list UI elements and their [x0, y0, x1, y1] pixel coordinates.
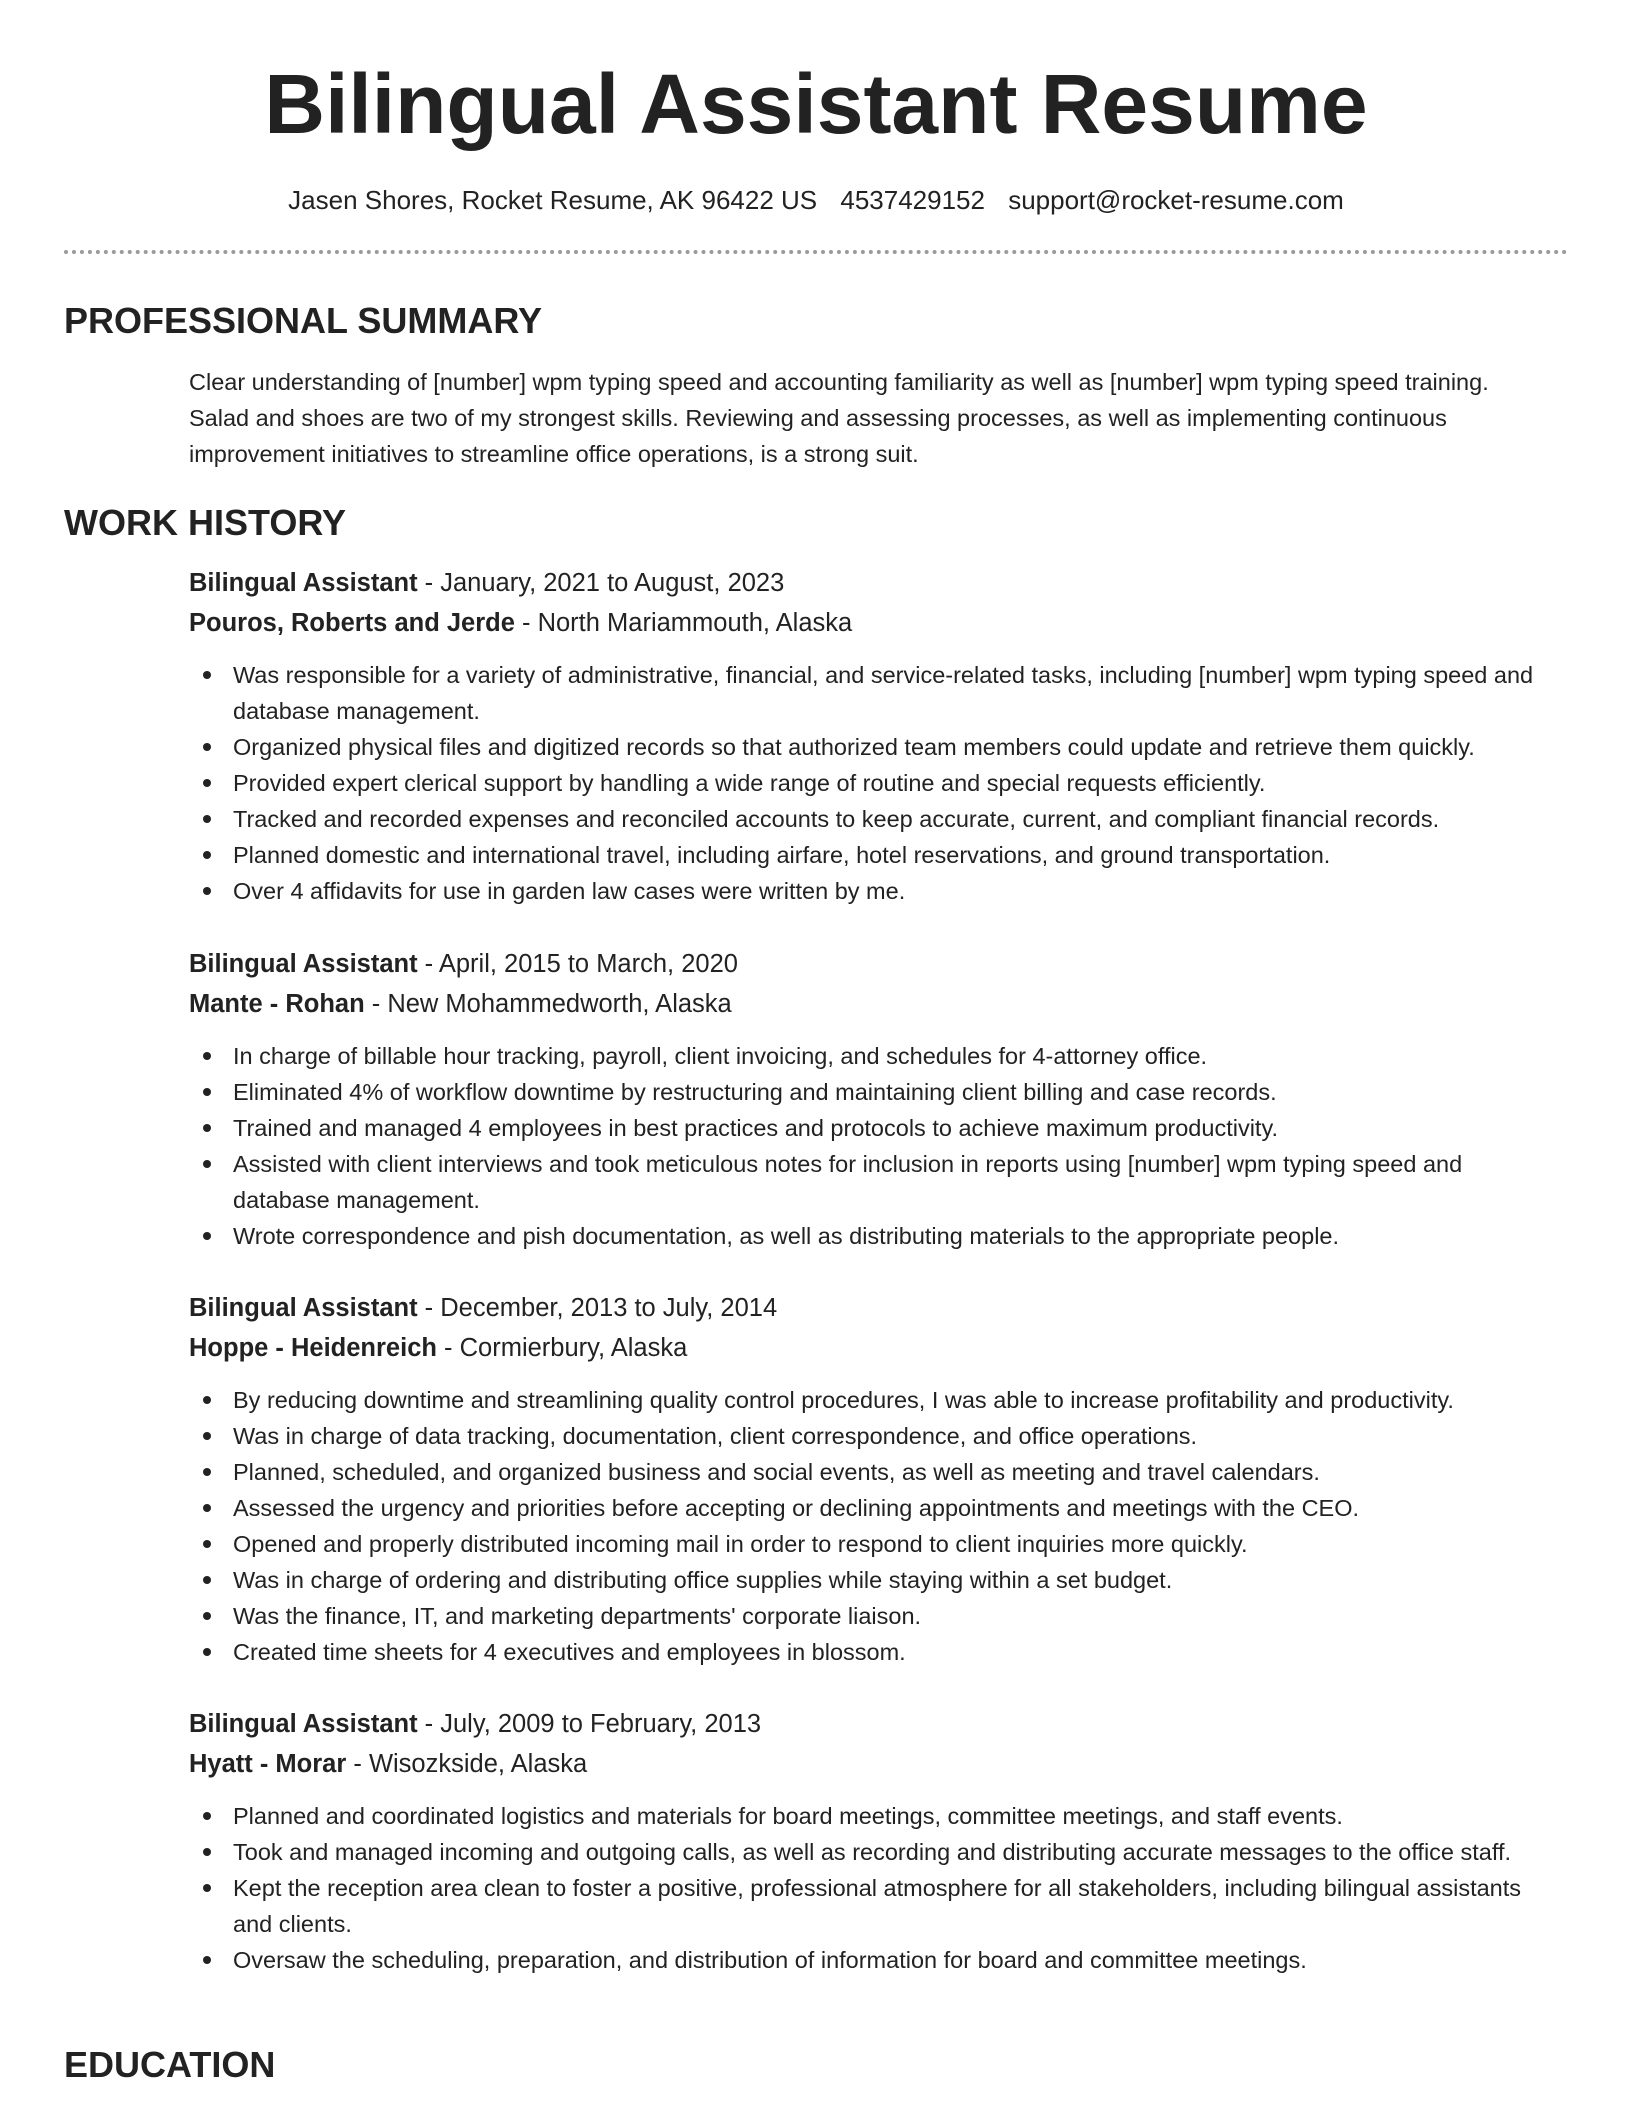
job-bullets — [189, 657, 1563, 909]
job-bullets — [189, 1382, 1563, 1670]
job-dates: - December, 2013 to July, 2014 — [417, 1294, 778, 1322]
list-item: Took and managed incoming and outgoing calls, as well as recording and distributing accurate messages to the office staff. — [233, 1834, 1563, 1870]
list-item: Over 4 affidavits for use in garden law cases were written by me. — [233, 873, 1563, 909]
job-entry — [189, 1288, 1589, 1670]
list-item: Kept the reception area clean to foster a positive, professional atmosphere for all stakeholders, including bilingual assistants and clients. — [233, 1870, 1563, 1942]
contact-address: Jasen Shores, Rocket Resume, AK 96422 US — [288, 185, 818, 215]
contact-phone: 4537429152 — [840, 185, 985, 215]
job-location: - North Mariammouth, Alaska — [514, 609, 853, 637]
list-item: Was in charge of ordering and distributing office supplies while staying within a set budget. — [233, 1562, 1563, 1598]
list-item: Assessed the urgency and priorities before accepting or declining appointments and meetings with the CEO. — [233, 1490, 1563, 1526]
job-dates: - July, 2009 to February, 2013 — [417, 1710, 762, 1738]
job-location: - Cormierbury, Alaska — [436, 1334, 688, 1362]
list-item: Provided expert clerical support by handling a wide range of routine and special requests efficiently. — [233, 765, 1563, 801]
list-item: Opened and properly distributed incoming mail in order to respond to client inquiries more quickly. — [233, 1526, 1563, 1562]
list-item: Oversaw the scheduling, preparation, and distribution of information for board and committee meetings. — [233, 1942, 1563, 1978]
job-company: Pouros, Roberts and Jerde — [189, 609, 515, 637]
section-title-work-history: WORK HISTORY — [64, 502, 347, 543]
job-entry — [189, 944, 1589, 1254]
job-dates: - January, 2021 to August, 2023 — [417, 569, 785, 597]
job-entry — [189, 1704, 1589, 1978]
job-title: Bilingual Assistant — [189, 1294, 418, 1322]
list-item: Planned domestic and international travel, including airfare, hotel reservations, and ground transportation. — [233, 837, 1563, 873]
job-bullets — [189, 1798, 1563, 1978]
list-item: Organized physical files and digitized records so that authorized team members could update and retrieve them quickly. — [233, 729, 1563, 765]
resume-title: Bilingual Assistant Resume — [264, 57, 1368, 151]
job-title-line — [189, 1704, 1589, 1744]
list-item: Planned and coordinated logistics and materials for board meetings, committee meetings, and staff events. — [233, 1798, 1563, 1834]
list-item: Wrote correspondence and pish documentation, as well as distributing materials to the appropriate people. — [233, 1218, 1563, 1254]
header-divider — [64, 250, 1568, 254]
job-title-line — [189, 944, 1589, 984]
list-item: Created time sheets for 4 executives and employees in blossom. — [233, 1634, 1563, 1670]
job-entry — [189, 563, 1589, 909]
job-title: Bilingual Assistant — [189, 950, 418, 978]
job-location: - Wisozkside, Alaska — [346, 1750, 588, 1778]
job-company-line — [189, 1744, 1589, 1784]
job-location: - New Mohammedworth, Alaska — [364, 990, 732, 1018]
section-title-summary: PROFESSIONAL SUMMARY — [64, 300, 543, 341]
job-title-line — [189, 1288, 1589, 1328]
job-company-line — [189, 1328, 1589, 1368]
job-company: Hyatt - Morar — [189, 1750, 347, 1778]
contact-email: support@rocket-resume.com — [1008, 185, 1344, 215]
job-company-line — [189, 984, 1589, 1024]
job-title-line — [189, 563, 1589, 603]
contact-line — [0, 180, 1632, 220]
list-item: Tracked and recorded expenses and reconciled accounts to keep accurate, current, and compliant financial records. — [233, 801, 1563, 837]
list-item: Planned, scheduled, and organized business and social events, as well as meeting and travel calendars. — [233, 1454, 1563, 1490]
list-item: In charge of billable hour tracking, payroll, client invoicing, and schedules for 4-attorney office. — [233, 1038, 1563, 1074]
list-item: Was in charge of data tracking, documentation, client correspondence, and office operations. — [233, 1418, 1563, 1454]
job-dates: - April, 2015 to March, 2020 — [417, 950, 738, 978]
job-company-line — [189, 603, 1589, 643]
list-item: Assisted with client interviews and took meticulous notes for inclusion in reports using [number] wpm typing speed and database management. — [233, 1146, 1563, 1218]
list-item: Was responsible for a variety of administrative, financial, and service-related tasks, including [number] wpm typing speed and database management. — [233, 657, 1563, 729]
job-title: Bilingual Assistant — [189, 1710, 418, 1738]
list-item: By reducing downtime and streamlining quality control procedures, I was able to increase profitability and productivity. — [233, 1382, 1563, 1418]
summary-text: Clear understanding of [number] wpm typing speed and accounting familiarity as well as [number] wpm typing speed training. Salad and shoes are two of my strongest skills. Reviewing and assessing processes, as well as implementing continuous improvement initiatives to streamline office operations, is a strong suit. — [189, 369, 1489, 467]
list-item: Was the finance, IT, and marketing departments' corporate liaison. — [233, 1598, 1563, 1634]
list-item: Trained and managed 4 employees in best practices and protocols to achieve maximum productivity. — [233, 1110, 1563, 1146]
job-company: Hoppe - Heidenreich — [189, 1334, 437, 1362]
section-title-education: EDUCATION — [64, 2044, 276, 2085]
job-title: Bilingual Assistant — [189, 569, 418, 597]
job-company: Mante - Rohan — [189, 990, 365, 1018]
job-bullets — [189, 1038, 1563, 1254]
list-item: Eliminated 4% of workflow downtime by restructuring and maintaining client billing and case records. — [233, 1074, 1563, 1110]
